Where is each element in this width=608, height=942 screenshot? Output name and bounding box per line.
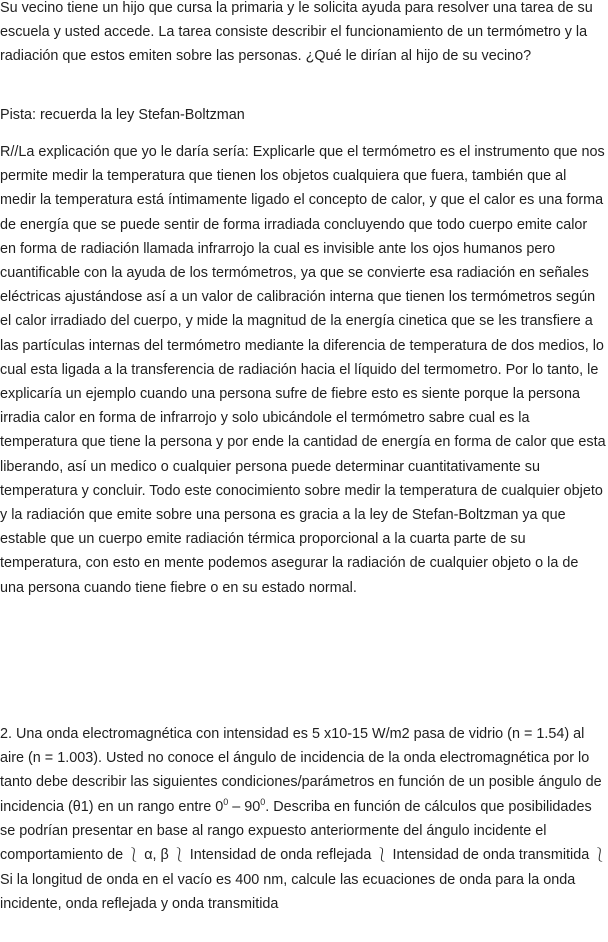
answer-paragraph: R//La explicación que yo le daría sería: Explicarle que el termómetro es el instrumento que nos permite medir la temperatura que tienen los objetos cualquiera que fuera, también que al medir la temperatura está íntimamente ligado el concepto de calor, y que el calor es una forma de energía que se puede sentir de forma irradiada concluyendo que todo cuerpo emite calor en forma de radiación llamada infrarrojo la cual es invisible ante los ojos humanos pero cuantificable con la ayuda de los termómetros, ya que se convierte esa radiación en señales eléctricas ajustándose así a un valor de calibración interna que tienen los termómetros según el calor irradiado del cuerpo, y mide la magnitud de la energía cinetica que se les transfiere a las partículas internas del termómetro mediante la diferencia de temperatura de dos medios, lo cual esta ligada a la transferencia de radiación hacia el líquido del termometro. Por lo tanto, le explicaría un ejemplo cuando una persona sufre de fiebre esto es siente porque la persona irradia calor en forma de infrarrojo y solo ubicándole el termómetro sabre cual es la temperatura que tiene la persona y por ende la cantidad de energía en forma de calor que esta liberando, así un medico o cualquier persona puede determinar cuantitativamente su temperatura y concluir. Todo este conocimiento sobre medir la temperatura de cualquier objeto y la radiación que emite sobre una persona es gracia a la ley de Stefan-Boltzman ya que estable que un cuerpo emite radiación térmica proporcional a la cuarta parte de su temperatura, con esto en mente podemos asegurar la radiación de cualquier objeto o la de una persona cuando tiene fiebre o en su estado normal. — [0, 144, 606, 596]
q2-text-part2: – 90 — [228, 798, 261, 815]
q2-item-reflected-intensity: Intensidad de onda reflejada — [185, 847, 376, 864]
q2-item-transmitted-intensity: Intensidad de onda transmitida — [388, 847, 594, 864]
q2-item-wave-equations: Si la longitud de onda en el vacío es 400 nm, calcule las ecuaciones de onda para la onda incidente, onda reflejada y onda transmitida — [0, 872, 576, 913]
hint-paragraph: Pista: recuerda la ley Stefan-Boltzman — [0, 107, 245, 123]
bracket-bullet-icon: ⎱ — [593, 848, 607, 864]
bracket-bullet-icon: ⎱ — [375, 848, 389, 864]
bracket-bullet-icon: ⎱ — [127, 848, 141, 864]
q2-text-part1: 2. Una onda electromagnética con intensidad es 5 x10-15 W/m2 pasa de vidrio (n = 1.54) al aire (n = 1.003). Usted no conoce el ángulo de incidencia de la onda electromagnética por lo tanto debe describir las siguientes condiciones/parámetros en función de un posible ángulo de incidencia (θ1) en un rango entre 0 — [0, 726, 602, 815]
intro-paragraph: Su vecino tiene un hijo que cursa la primaria y le solicita ayuda para resolver una tarea de su escuela y usted accede. La tarea consiste describir el funcionamiento de un termómetro y la radiación que estos emiten sobre las personas. ¿Qué le dirían al hijo de su vecino? — [0, 0, 593, 65]
degree-superscript: 0 — [223, 796, 229, 807]
bracket-bullet-icon: ⎱ — [172, 848, 186, 864]
q2-text-part3: . Describa en función de cálculos que posibilidades se podrían presentar en base al rango expuesto anteriormente del ángulo incidente el comportamiento de — [0, 798, 592, 864]
question-2-paragraph — [0, 722, 608, 917]
q2-item-alpha-beta: α, β — [140, 847, 173, 864]
degree-superscript: 0 — [260, 796, 266, 807]
